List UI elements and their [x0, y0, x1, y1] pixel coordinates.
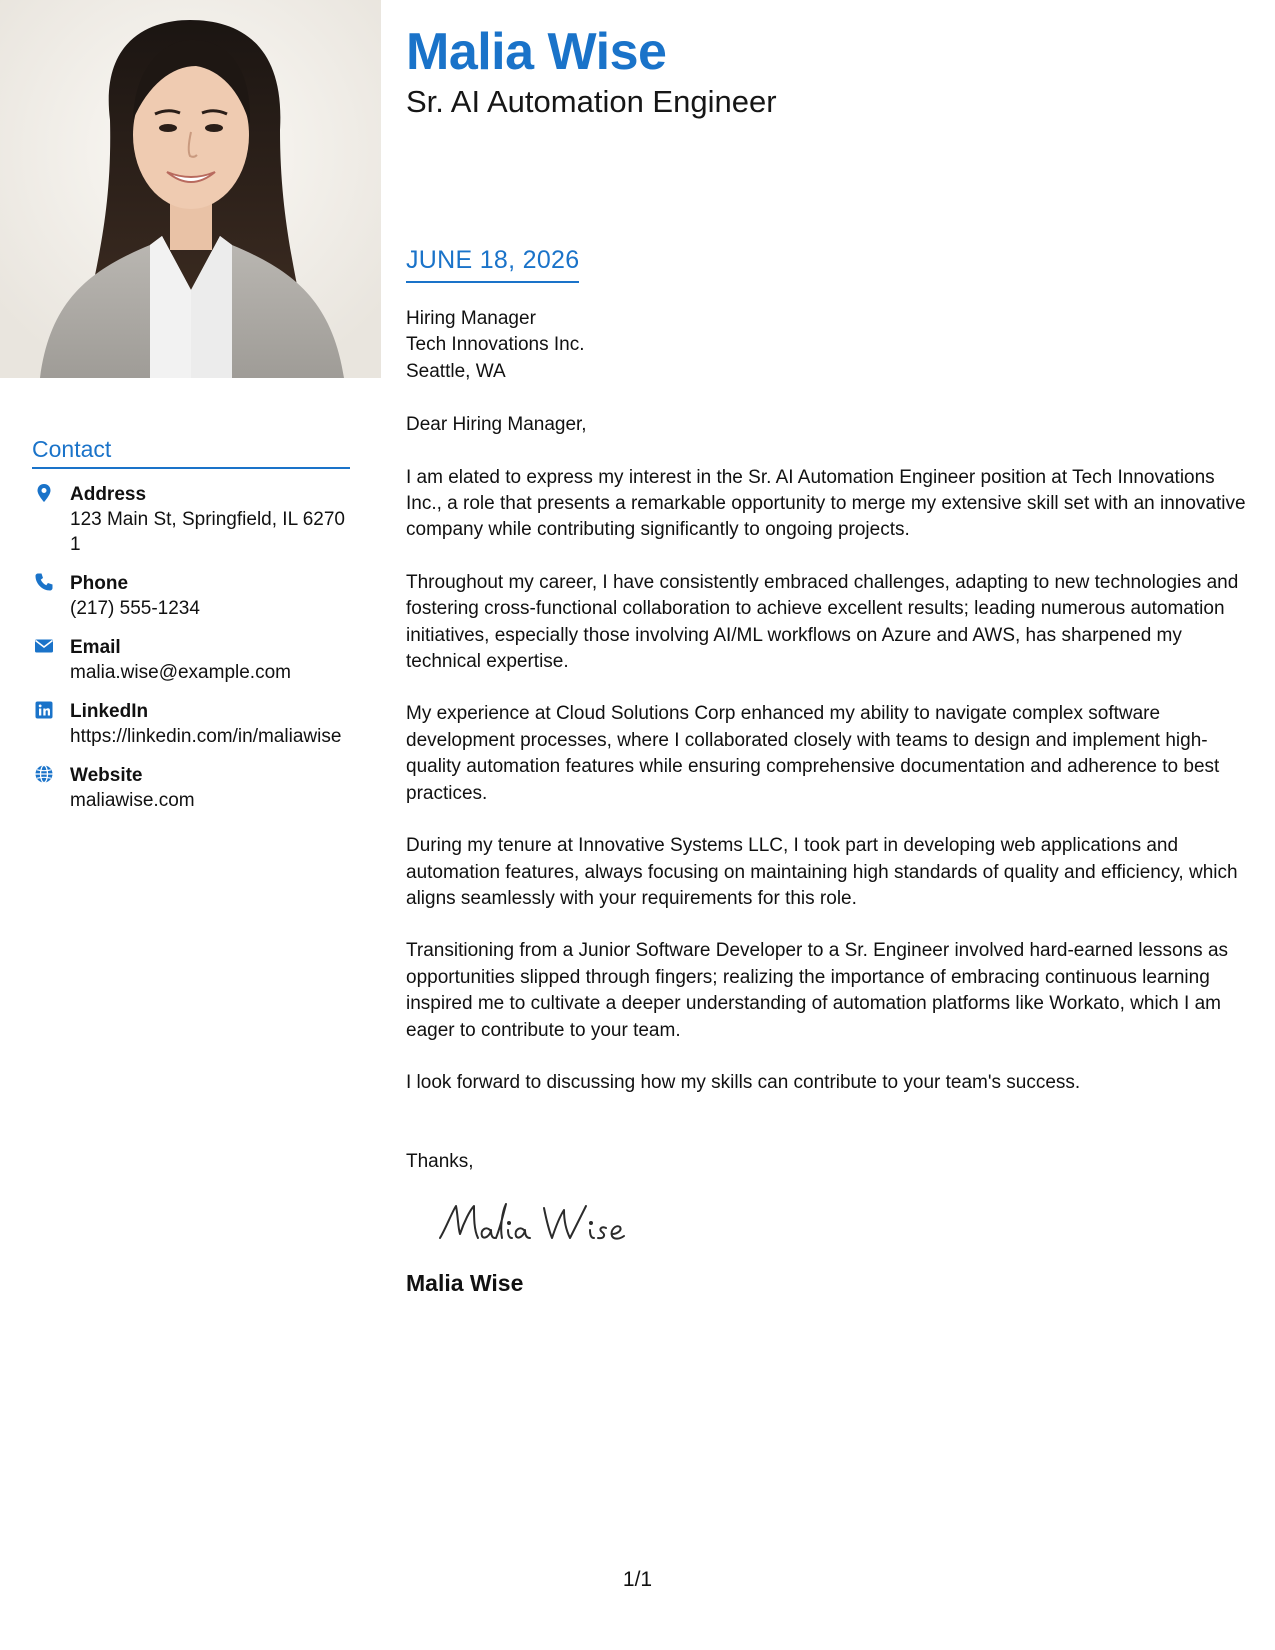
salutation: Dear Hiring Manager,	[406, 414, 587, 436]
handwritten-signature	[436, 1194, 1246, 1250]
signer-name: Malia Wise	[406, 1269, 524, 1296]
linkedin-value[interactable]: https://linkedin.com/in/maliawise	[70, 726, 342, 747]
recipient-block	[406, 306, 1246, 385]
paragraph: My experience at Cloud Solutions Corp enhanced my ability to navigate complex software development processes, where I collaborated closely with teams to design and implement high-quality automation features while ensuring comprehensive documentation and adherence to best practices.	[406, 703, 1220, 804]
address-value: 123 Main St, Springfield, IL 62701	[70, 509, 345, 555]
paragraph: I look forward to discussing how my skills can contribute to your team's success.	[406, 1071, 1081, 1093]
closing: Thanks,	[406, 1151, 474, 1173]
recipient-line: Hiring Manager	[406, 308, 536, 329]
paragraph: I am elated to express my interest in the Sr. AI Automation Engineer position at Tech Innovations Inc., a role that presents a remarkable opportunity to merge my extensive skill set with an innovative company while contributing significantly to ongoing projects.	[406, 466, 1246, 541]
paragraph: Transitioning from a Junior Software Developer to a Sr. Engineer involved hard-earned lessons as opportunities slipped through fingers; realizing the importance of embracing continuous learning inspired me to cultivate a deeper understanding of automation platforms like Workato, which I am eager to contribute to your team.	[406, 940, 1229, 1041]
letter-body	[406, 306, 1246, 1296]
contact-label: Email	[70, 637, 121, 658]
job-title: Sr. AI Automation Engineer	[406, 84, 777, 119]
linkedin-icon	[34, 700, 54, 720]
profile-photo	[0, 0, 381, 378]
contact-linkedin	[32, 699, 352, 749]
applicant-name: Malia Wise	[406, 23, 667, 81]
phone-icon	[34, 572, 54, 592]
contact-email	[32, 635, 352, 685]
contact-label: LinkedIn	[70, 701, 149, 722]
website-value[interactable]: maliawise.com	[70, 790, 195, 811]
recipient-line: Seattle, WA	[406, 360, 506, 382]
contact-label: Phone	[70, 573, 129, 594]
map-pin-icon	[34, 483, 54, 503]
contact-address	[32, 482, 352, 557]
email-value[interactable]: malia.wise@example.com	[70, 662, 291, 683]
contact-phone	[32, 571, 352, 621]
paragraph: Throughout my career, I have consistently embraced challenges, adapting to new technologies and fostering cross-functional collaboration to achieve excellent results; leading numerous automation initiatives, especially those involving AI/ML workflows on Azure and AWS, has sharpened my technical expertise.	[406, 571, 1239, 673]
page-number: 1/1	[622, 1568, 653, 1591]
paragraph: During my tenure at Innovative Systems LLC, I took part in developing web applications and automation features, always focusing on maintaining high standards of quality and efficiency, which aligns seamlessly with your requirements for this role.	[406, 835, 1238, 909]
envelope-icon	[34, 636, 54, 656]
contact-website	[32, 763, 352, 813]
recipient-line: Tech Innovations Inc.	[406, 334, 585, 356]
globe-icon	[34, 764, 54, 784]
letter-date: JUNE 18, 2026	[406, 246, 579, 283]
contact-list	[32, 482, 352, 827]
contact-heading: Contact	[32, 436, 350, 469]
contact-label: Website	[70, 765, 143, 786]
contact-label: Address	[70, 484, 147, 505]
phone-value[interactable]: (217) 555-1234	[70, 598, 200, 619]
